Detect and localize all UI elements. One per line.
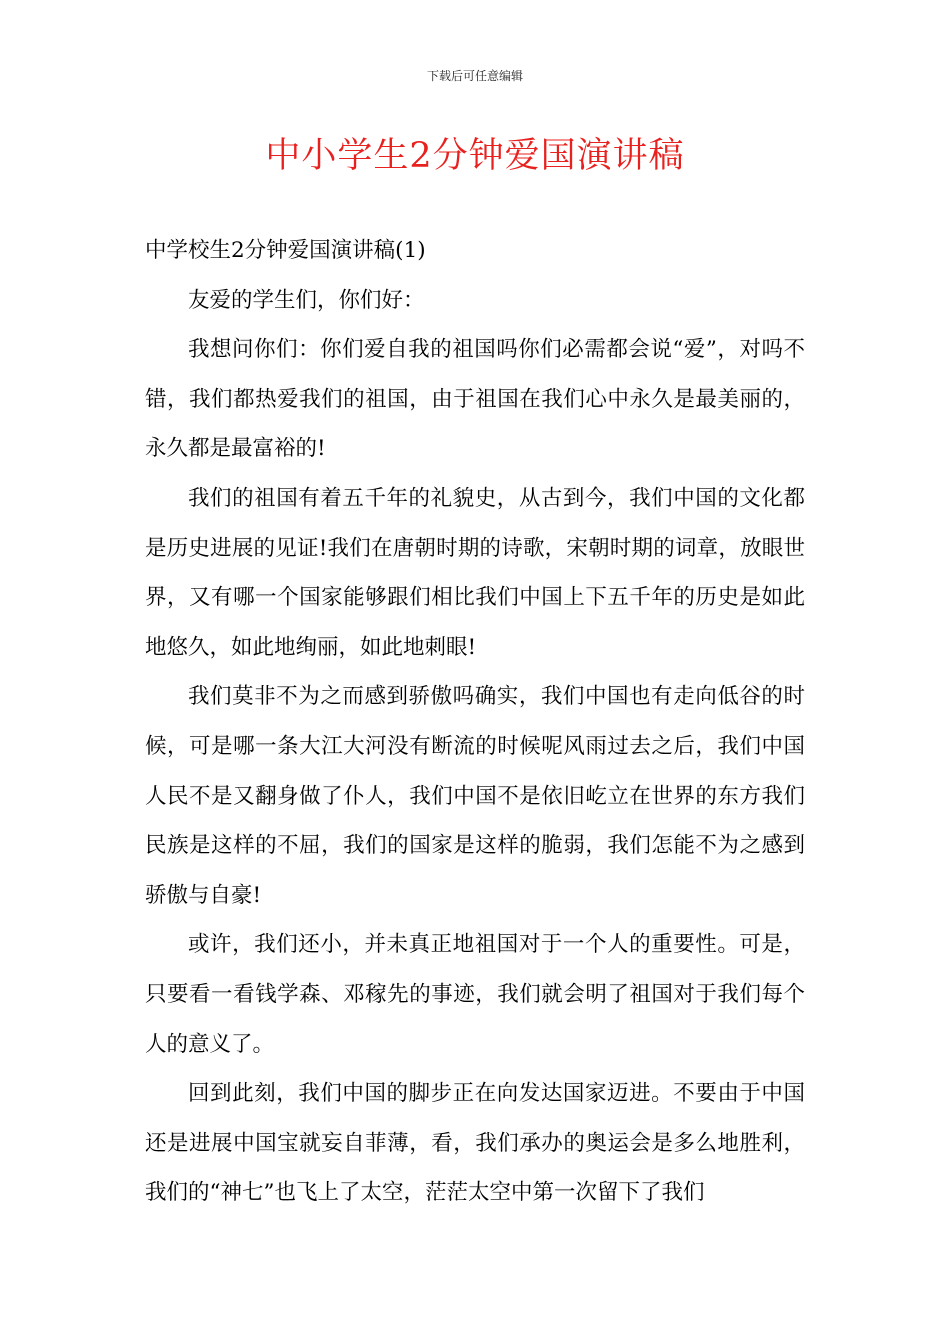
document-body [145,226,805,1218]
paragraph: 我们莫非不为之而感到骄傲吗确实，我们中国也有走向低谷的时候，可是哪一条大江大河没有断流的时候呢风雨过去之后，我们中国人民不是又翻身做了仆人，我们中国不是依旧屹立在世界的东方我们民族是这样的不屈，我们的国家是这样的脆弱，我们怎能不为之感到骄傲与自豪! [145,684,805,908]
document-subtitle: 中学校生2分钟爱国演讲稿(1) [145,238,426,263]
paragraph-greeting: 友爱的学生们，你们好： [188,287,425,313]
paragraph: 或许，我们还小，并未真正地祖国对于一个人的重要性。可是，只要看一看钱学森、邓稼先的事迹，我们就会明了祖国对于我们每个人的意义了。 [145,932,805,1057]
paragraph: 我们的祖国有着五千年的礼貌史，从古到今，我们中国的文化都是历史进展的见证!我们在唐朝时期的诗歌，宋朝时期的词章，放眼世界，又有哪一个国家能够跟们相比我们中国上下五千年的历史是如此地悠久，如此地绚丽，如此地刺眼! [145,485,805,660]
paragraph: 我想问你们：你们爱自我的祖国吗你们必需都会说“爱”，对吗不错，我们都热爱我们的祖国，由于祖国在我们心中永久是最美丽的，永久都是最富裕的! [145,337,805,462]
header-note: 下载后可任意编辑 [426,69,523,83]
paragraph: 回到此刻，我们中国的脚步正在向发达国家迈进。不要由于中国还是进展中国宝就妄自菲薄，看，我们承办的奥运会是多么地胜利，我们的“神七”也飞上了太空，茫茫太空中第一次留下了我们 [145,1081,805,1206]
document-title: 中小学生2分钟爱国演讲稿 [265,136,685,176]
